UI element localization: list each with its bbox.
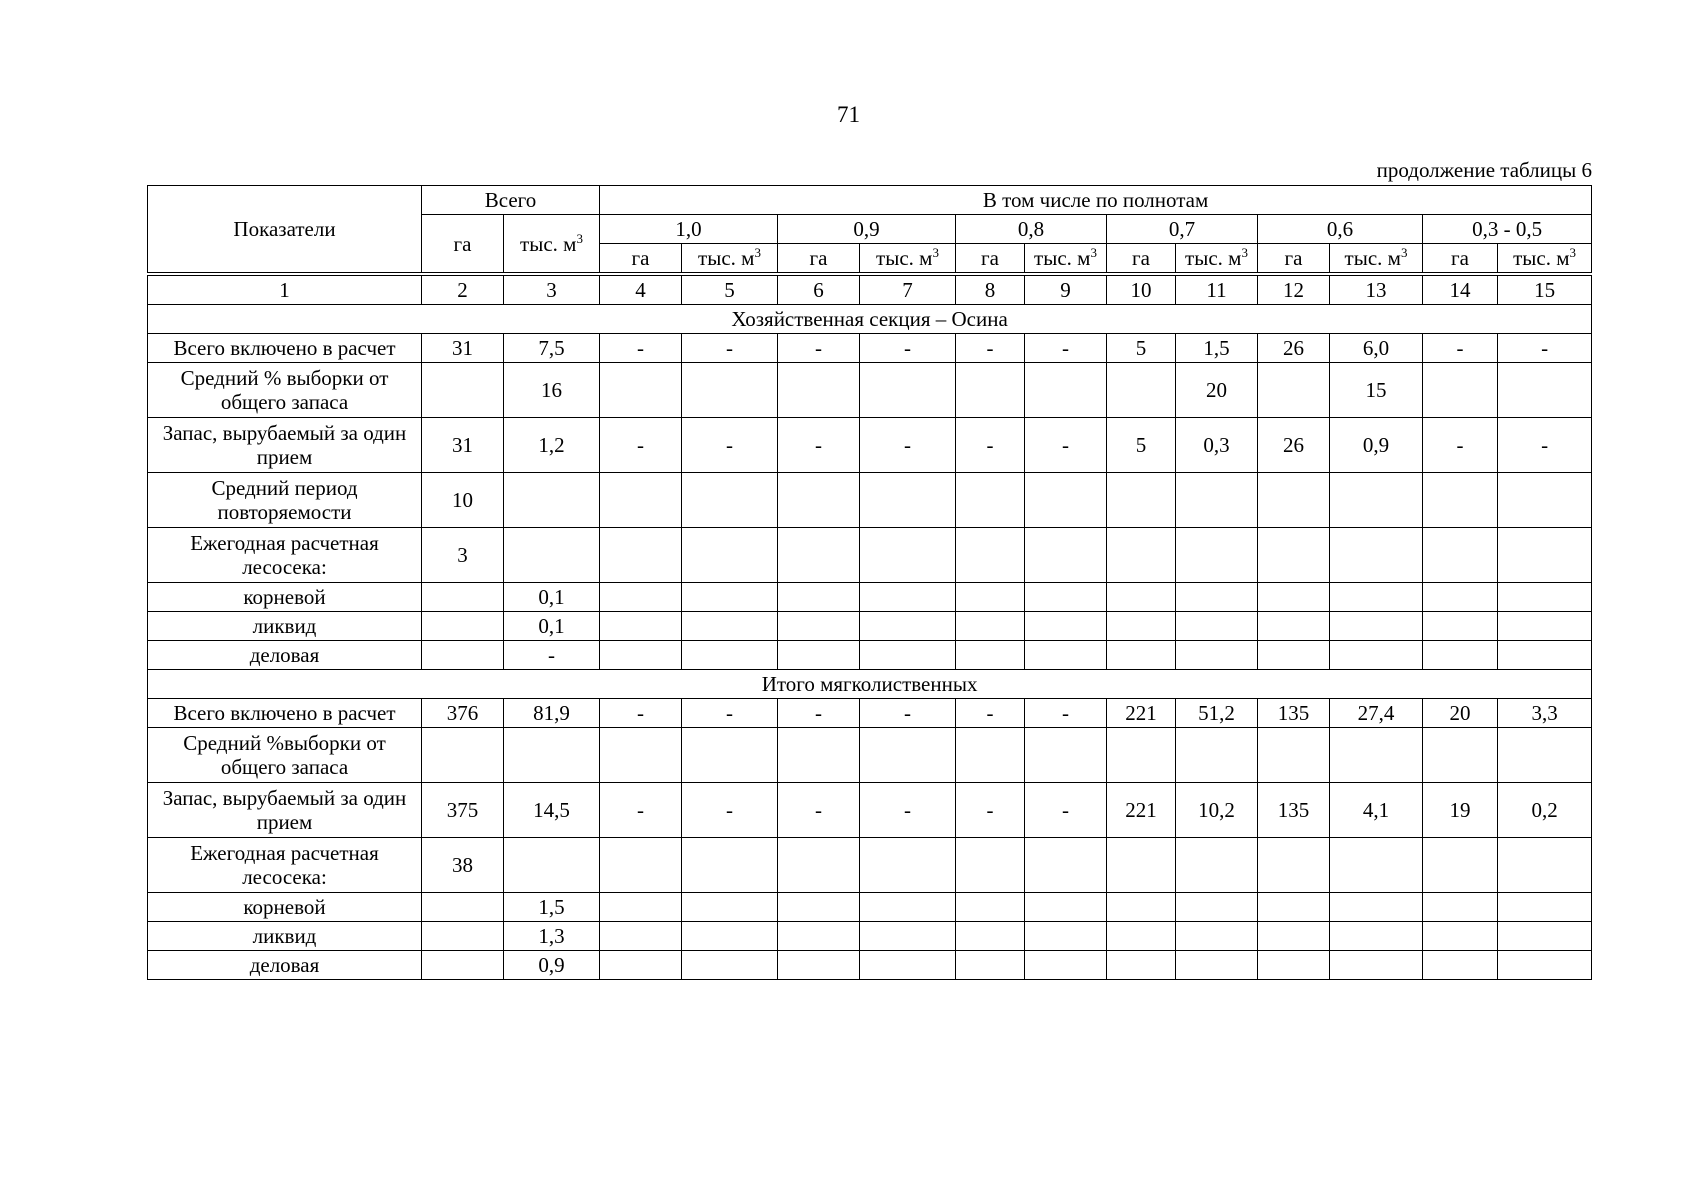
table-cell — [778, 838, 860, 893]
table-cell — [1176, 728, 1258, 783]
table-cell: - — [682, 334, 778, 363]
table-cell — [600, 363, 682, 418]
column-number: 8 — [956, 274, 1025, 305]
table-cell — [1258, 583, 1330, 612]
table-cell: 20 — [1423, 699, 1498, 728]
table-cell — [1498, 583, 1592, 612]
table-cell — [860, 893, 956, 922]
column-number: 7 — [860, 274, 956, 305]
table-cell — [682, 583, 778, 612]
table-cell — [600, 951, 682, 980]
row-label: ликвид — [148, 612, 422, 641]
table-cell — [1258, 922, 1330, 951]
table-cell: 4,1 — [1330, 783, 1423, 838]
table-cell — [1107, 641, 1176, 670]
row-label: Средний %выборки от общего запаса — [148, 728, 422, 783]
section-title-row — [148, 305, 1592, 334]
column-number: 15 — [1498, 274, 1592, 305]
table-row — [148, 418, 1592, 473]
table-cell — [1330, 838, 1423, 893]
table-cell — [1330, 728, 1423, 783]
header-total-ha: га — [422, 215, 504, 275]
table-cell — [1423, 893, 1498, 922]
header-unit-ha: га — [1107, 244, 1176, 275]
table-cell — [1423, 473, 1498, 528]
table-cell — [956, 951, 1025, 980]
table-row — [148, 699, 1592, 728]
table-row — [148, 728, 1592, 783]
table-cell — [682, 838, 778, 893]
table-cell — [600, 838, 682, 893]
table-row — [148, 363, 1592, 418]
row-label: Всего включено в расчет — [148, 334, 422, 363]
table-cell — [422, 951, 504, 980]
table-cell: 14,5 — [504, 783, 600, 838]
table-cell — [1258, 838, 1330, 893]
table-cell — [1258, 728, 1330, 783]
header-density: 0,8 — [956, 215, 1107, 244]
header-by-density: В том числе по полнотам — [600, 186, 1592, 215]
table-cell — [682, 612, 778, 641]
table-cell: - — [778, 334, 860, 363]
table-cell — [1176, 473, 1258, 528]
header-density: 0,6 — [1258, 215, 1423, 244]
table-cell — [1498, 951, 1592, 980]
table-cell — [600, 528, 682, 583]
table-cell — [778, 612, 860, 641]
table-cell — [682, 728, 778, 783]
table-cell — [1107, 951, 1176, 980]
table-cell — [600, 612, 682, 641]
table-cell — [1176, 922, 1258, 951]
column-number: 11 — [1176, 274, 1258, 305]
column-number: 2 — [422, 274, 504, 305]
table-cell — [1423, 728, 1498, 783]
table-cell: 0,9 — [1330, 418, 1423, 473]
table-cell — [1107, 728, 1176, 783]
table-cell — [956, 473, 1025, 528]
table-cell — [1176, 612, 1258, 641]
table-cell — [1025, 838, 1107, 893]
table-cell — [860, 951, 956, 980]
table-cell: - — [600, 699, 682, 728]
table-cell — [600, 922, 682, 951]
table-cell — [778, 728, 860, 783]
table-cell: - — [600, 418, 682, 473]
table-cell: 15 — [1330, 363, 1423, 418]
table-cell — [1330, 893, 1423, 922]
section-title: Итого мягколиственных — [148, 670, 1592, 699]
table-cell — [600, 893, 682, 922]
table-cell — [682, 922, 778, 951]
forest-harvest-table — [147, 185, 1592, 980]
table-cell: 375 — [422, 783, 504, 838]
table-cell: - — [1025, 699, 1107, 728]
table-cell — [1107, 922, 1176, 951]
table-cell: 135 — [1258, 699, 1330, 728]
table-cell: - — [600, 783, 682, 838]
table-cell — [1107, 528, 1176, 583]
table-cell — [1107, 363, 1176, 418]
row-label: корневой — [148, 893, 422, 922]
table-cell: - — [860, 334, 956, 363]
header-unit-volume: тыс. $м^3$ — [1330, 244, 1423, 275]
table-cell — [1025, 893, 1107, 922]
column-number: 3 — [504, 274, 600, 305]
header-unit-ha: га — [600, 244, 682, 275]
table-cell — [682, 363, 778, 418]
table-cell — [1330, 951, 1423, 980]
table-cell — [956, 728, 1025, 783]
table-cell — [860, 922, 956, 951]
table-cell — [600, 641, 682, 670]
table-cell — [600, 473, 682, 528]
table-cell: - — [1025, 334, 1107, 363]
table-cell: 5 — [1107, 334, 1176, 363]
table-cell: - — [956, 699, 1025, 728]
table-cell — [1025, 641, 1107, 670]
table-cell — [1176, 528, 1258, 583]
table-cell — [1025, 922, 1107, 951]
table-cell — [1176, 641, 1258, 670]
row-label: Ежегодная расчетная лесосека: — [148, 838, 422, 893]
header-unit-ha: га — [956, 244, 1025, 275]
header-density: 1,0 — [600, 215, 778, 244]
header-total: Всего — [422, 186, 600, 215]
table-cell: 16 — [504, 363, 600, 418]
table-cell: 0,3 — [1176, 418, 1258, 473]
table-cell — [422, 363, 504, 418]
row-label: ликвид — [148, 922, 422, 951]
header-indicators: Показатели — [148, 186, 422, 275]
table-cell — [422, 893, 504, 922]
table-cell — [956, 838, 1025, 893]
table-cell: 26 — [1258, 418, 1330, 473]
column-number: 1 — [148, 274, 422, 305]
column-number: 12 — [1258, 274, 1330, 305]
table-row — [148, 951, 1592, 980]
table-cell — [1258, 951, 1330, 980]
table-cell — [860, 838, 956, 893]
table-cell — [1258, 528, 1330, 583]
table-cell — [1498, 922, 1592, 951]
table-cell — [682, 951, 778, 980]
table-cell — [504, 838, 600, 893]
row-label: корневой — [148, 583, 422, 612]
table-cell: 6,0 — [1330, 334, 1423, 363]
table-cell: - — [682, 418, 778, 473]
table-cell — [1258, 893, 1330, 922]
table-cell: - — [600, 334, 682, 363]
table-cell — [422, 728, 504, 783]
table-cell: 51,2 — [1176, 699, 1258, 728]
table-cell: 1,5 — [1176, 334, 1258, 363]
table-cell — [778, 528, 860, 583]
table-cell: - — [860, 418, 956, 473]
table-cell — [682, 528, 778, 583]
table-cell: 26 — [1258, 334, 1330, 363]
table-cell: 221 — [1107, 783, 1176, 838]
table-cell — [1423, 363, 1498, 418]
table-cell: 0,9 — [504, 951, 600, 980]
table-cell: 19 — [1423, 783, 1498, 838]
table-cell — [1025, 612, 1107, 641]
table-cell — [422, 922, 504, 951]
table-cell — [1025, 951, 1107, 980]
table-cell: 3,3 — [1498, 699, 1592, 728]
table-cell: 10,2 — [1176, 783, 1258, 838]
table-cell: 31 — [422, 334, 504, 363]
table-cell — [1330, 473, 1423, 528]
table-row — [148, 838, 1592, 893]
table-cell: - — [778, 783, 860, 838]
table-cell — [1176, 583, 1258, 612]
table-cell — [1107, 583, 1176, 612]
table-cell — [1258, 473, 1330, 528]
table-cell — [504, 473, 600, 528]
table-cell — [778, 922, 860, 951]
table-continuation-note: продолжение таблицы 6 — [1376, 158, 1592, 182]
table-cell: 1,2 — [504, 418, 600, 473]
table-cell: - — [778, 699, 860, 728]
table-cell: - — [504, 641, 600, 670]
column-number: 13 — [1330, 274, 1423, 305]
table-cell — [1025, 583, 1107, 612]
table-cell: - — [956, 418, 1025, 473]
table-header — [148, 186, 1592, 275]
table-cell — [860, 363, 956, 418]
header-unit-volume: тыс. $м^3$ — [682, 244, 778, 275]
table-cell: 7,5 — [504, 334, 600, 363]
row-label: Запас, вырубаемый за один прием — [148, 783, 422, 838]
header-total-volume: тыс. $м^3$ — [504, 215, 600, 275]
table-cell: 0,2 — [1498, 783, 1592, 838]
header-unit-volume: тыс. $м^3$ — [860, 244, 956, 275]
table-cell — [682, 473, 778, 528]
table-body — [148, 274, 1592, 980]
table-row — [148, 922, 1592, 951]
table-cell — [1025, 473, 1107, 528]
table-cell: - — [1025, 418, 1107, 473]
section-title: Хозяйственная секция – Осина — [148, 305, 1592, 334]
table-cell — [956, 612, 1025, 641]
page-number: 71 — [837, 102, 860, 127]
header-density: 0,7 — [1107, 215, 1258, 244]
table-cell — [600, 728, 682, 783]
table-cell — [1107, 473, 1176, 528]
table-cell — [1330, 612, 1423, 641]
table-cell — [1423, 922, 1498, 951]
table-cell: - — [1423, 334, 1498, 363]
table-cell: - — [956, 783, 1025, 838]
table-cell — [778, 893, 860, 922]
table-cell — [1330, 641, 1423, 670]
table-row — [148, 528, 1592, 583]
table-cell: - — [1498, 334, 1592, 363]
table-cell — [1498, 641, 1592, 670]
table-row — [148, 583, 1592, 612]
row-label: Запас, вырубаемый за один прием — [148, 418, 422, 473]
column-number: 14 — [1423, 274, 1498, 305]
table-cell — [682, 641, 778, 670]
table-cell — [1025, 728, 1107, 783]
table-cell — [778, 951, 860, 980]
table-cell: 5 — [1107, 418, 1176, 473]
table-cell: 221 — [1107, 699, 1176, 728]
table-cell: 27,4 — [1330, 699, 1423, 728]
table-cell — [1498, 728, 1592, 783]
table-cell — [1498, 612, 1592, 641]
table-cell — [1330, 922, 1423, 951]
table-cell — [778, 583, 860, 612]
table-cell — [1423, 612, 1498, 641]
table-cell — [1025, 363, 1107, 418]
table-cell — [504, 528, 600, 583]
table-cell — [1107, 893, 1176, 922]
column-numbers-row — [148, 274, 1592, 305]
row-label: деловая — [148, 641, 422, 670]
column-number: 9 — [1025, 274, 1107, 305]
table-cell — [956, 922, 1025, 951]
table-cell: 0,1 — [504, 612, 600, 641]
table-cell — [956, 893, 1025, 922]
table-row — [148, 641, 1592, 670]
table-cell — [422, 641, 504, 670]
column-number: 4 — [600, 274, 682, 305]
table-cell: - — [860, 699, 956, 728]
table-cell — [1176, 893, 1258, 922]
table-cell: - — [778, 418, 860, 473]
table-cell: - — [860, 783, 956, 838]
table-cell — [1498, 838, 1592, 893]
table-cell — [860, 528, 956, 583]
header-unit-volume: тыс. $м^3$ — [1498, 244, 1592, 275]
table-cell — [504, 728, 600, 783]
row-label: Средний % выборки от общего запаса — [148, 363, 422, 418]
table-cell — [956, 583, 1025, 612]
table-cell — [1107, 612, 1176, 641]
table-row — [148, 893, 1592, 922]
table-cell — [956, 641, 1025, 670]
table-cell: 3 — [422, 528, 504, 583]
table-cell — [860, 612, 956, 641]
table-cell — [1330, 528, 1423, 583]
table-cell — [860, 473, 956, 528]
table-cell: 10 — [422, 473, 504, 528]
table-cell — [1258, 612, 1330, 641]
header-unit-ha: га — [1258, 244, 1330, 275]
table-cell: 1,5 — [504, 893, 600, 922]
table-cell: 20 — [1176, 363, 1258, 418]
table-cell — [778, 473, 860, 528]
table-cell — [1498, 473, 1592, 528]
table-cell: 38 — [422, 838, 504, 893]
table-cell — [682, 893, 778, 922]
table-cell: 0,1 — [504, 583, 600, 612]
table-cell: - — [956, 334, 1025, 363]
table-cell — [1176, 838, 1258, 893]
table-row — [148, 473, 1592, 528]
table-row — [148, 334, 1592, 363]
table-cell — [1330, 583, 1423, 612]
table-cell — [1258, 641, 1330, 670]
table-cell — [1423, 838, 1498, 893]
header-unit-volume: тыс. $м^3$ — [1025, 244, 1107, 275]
table-cell: 31 — [422, 418, 504, 473]
header-unit-ha: га — [778, 244, 860, 275]
table-cell: 1,3 — [504, 922, 600, 951]
table-cell: - — [1423, 418, 1498, 473]
header-density: 0,9 — [778, 215, 956, 244]
table-cell — [956, 528, 1025, 583]
table-cell: 81,9 — [504, 699, 600, 728]
table-cell — [1423, 641, 1498, 670]
table-cell — [1498, 528, 1592, 583]
row-label: деловая — [148, 951, 422, 980]
row-label: Ежегодная расчетная лесосека: — [148, 528, 422, 583]
table-cell — [860, 583, 956, 612]
row-label: Всего включено в расчет — [148, 699, 422, 728]
table-cell: - — [1498, 418, 1592, 473]
row-label: Средний период повторяемости — [148, 473, 422, 528]
table-cell: 135 — [1258, 783, 1330, 838]
table-cell: 376 — [422, 699, 504, 728]
table-cell — [860, 641, 956, 670]
table-cell — [956, 363, 1025, 418]
column-number: 10 — [1107, 274, 1176, 305]
table-cell — [1025, 528, 1107, 583]
header-density: 0,3 - 0,5 — [1423, 215, 1592, 244]
table-cell — [600, 583, 682, 612]
table-cell: - — [1025, 783, 1107, 838]
table-row — [148, 612, 1592, 641]
table-cell — [1423, 583, 1498, 612]
table-cell — [1498, 363, 1592, 418]
table-cell — [1176, 951, 1258, 980]
table-cell — [1107, 838, 1176, 893]
table-cell: - — [682, 783, 778, 838]
column-number: 6 — [778, 274, 860, 305]
table-cell — [422, 612, 504, 641]
section-title-row — [148, 670, 1592, 699]
column-number: 5 — [682, 274, 778, 305]
table-cell: - — [682, 699, 778, 728]
table-cell — [778, 641, 860, 670]
table-cell — [1498, 893, 1592, 922]
header-unit-volume: тыс. $м^3$ — [1176, 244, 1258, 275]
table-cell — [1258, 363, 1330, 418]
table-row — [148, 783, 1592, 838]
table-cell — [860, 728, 956, 783]
table-cell — [778, 363, 860, 418]
header-unit-ha: га — [1423, 244, 1498, 275]
table-cell — [1423, 951, 1498, 980]
table-cell — [1423, 528, 1498, 583]
table-cell — [422, 583, 504, 612]
